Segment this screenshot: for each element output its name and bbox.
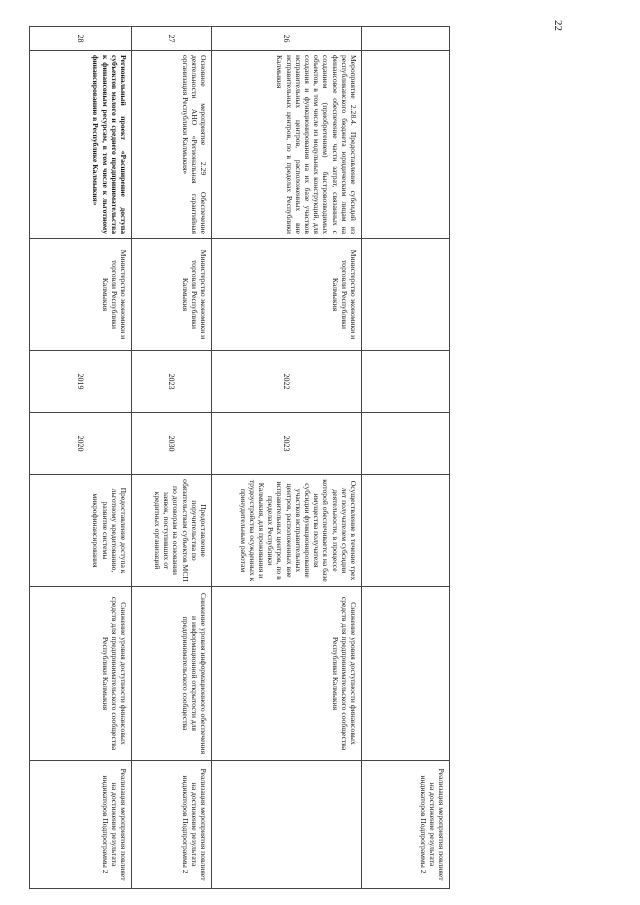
end-year: 2030 (132, 413, 212, 475)
row-number: 26 (212, 27, 362, 51)
table-row (30, 27, 132, 889)
table-row (212, 27, 362, 889)
expected-result: Осуществление в течение трех лет получателем субсидии деятельности, в процессе которой обеспечивается на базе имущества получателя субсидии функционирование участков исправительных центров, расположенных вне исправительных центров, по в пределах Республики Калмыкия, для проживания и трудоустройства осужденных к принудительным работам (212, 475, 362, 587)
event-name (362, 51, 450, 239)
event-name: Основное мероприятие 2.29 Обеспечение деятельности АНО «Региональная гарантийная организация Республики Калмыкия» (132, 51, 212, 239)
indicator-link: Реализация мероприятия повлияет на достижение результата индикаторов Подпрограммы 2 (30, 761, 132, 889)
row-number: 27 (132, 27, 212, 51)
risk-consequence (362, 587, 450, 761)
executor (362, 239, 450, 351)
expected-result: Предоставление доступа к льготному кредитованию, развитие системы микрофинансирования (30, 475, 132, 587)
row-number (362, 27, 450, 51)
end-year: 2020 (30, 413, 132, 475)
table-row (362, 27, 450, 889)
end-year: 2023 (212, 413, 362, 475)
indicator-link (212, 761, 362, 889)
event-name: Региональный проект «Расширение доступа субъектов малого и среднего предпринимательства к финансовым ресурсам, в том числе к льготному финансированию в Республике Калмыкия» (30, 51, 132, 239)
executor: Министерство экономики и торговли Республики Калмыкия (212, 239, 362, 351)
risk-consequence: Снижение уровня доступности финансовых средств для предпринимательского сообщества Республики Калмыкия (212, 587, 362, 761)
indicator-link: Реализация мероприятия повлияет на достижение результата индикаторов Подпрограммы 2 (362, 761, 450, 889)
events-table (29, 26, 450, 889)
risk-consequence: Снижение уровня доступности финансовых средств для предпринимательского сообщества Республики Калмыкия (30, 587, 132, 761)
start-year: 2023 (132, 351, 212, 413)
page-number: 22 (552, 20, 564, 31)
risk-consequence: Снижение уровня информационного обеспечения и информационной открытости для предпринимательского сообщества (132, 587, 212, 761)
row-number: 28 (30, 27, 132, 51)
indicator-link: Реализация мероприятия повлияет на достижение результата индикаторов Подпрограммы 2 (132, 761, 212, 889)
end-year (362, 413, 450, 475)
event-name: Мероприятие 2.28.4. Предоставление субсидий из республиканского бюджета юридическим лицам на финансовое обеспечение части затрат, связанных с созданием (приобретением) быстровозводимых объектов, в том числе из модульных конструкций, для создания и функционирования на их базе участков исправительных центров, расположенных вне исправительных центров, по в пределах Республики Калмыкия (212, 51, 362, 239)
expected-result (362, 475, 450, 587)
rotated-table-container (30, 26, 450, 888)
executor: Министерство экономики и торговли Республики Калмыкия (30, 239, 132, 351)
start-year: 2019 (30, 351, 132, 413)
expected-result: Предоставление поручительства по обязательствам субъектов МСП по договорам на основании заявок, поступивших от кредитных организаций (132, 475, 212, 587)
executor: Министерство экономики и торговли Республики Калмыкия (132, 239, 212, 351)
table-row (132, 27, 212, 889)
start-year (362, 351, 450, 413)
start-year: 2022 (212, 351, 362, 413)
